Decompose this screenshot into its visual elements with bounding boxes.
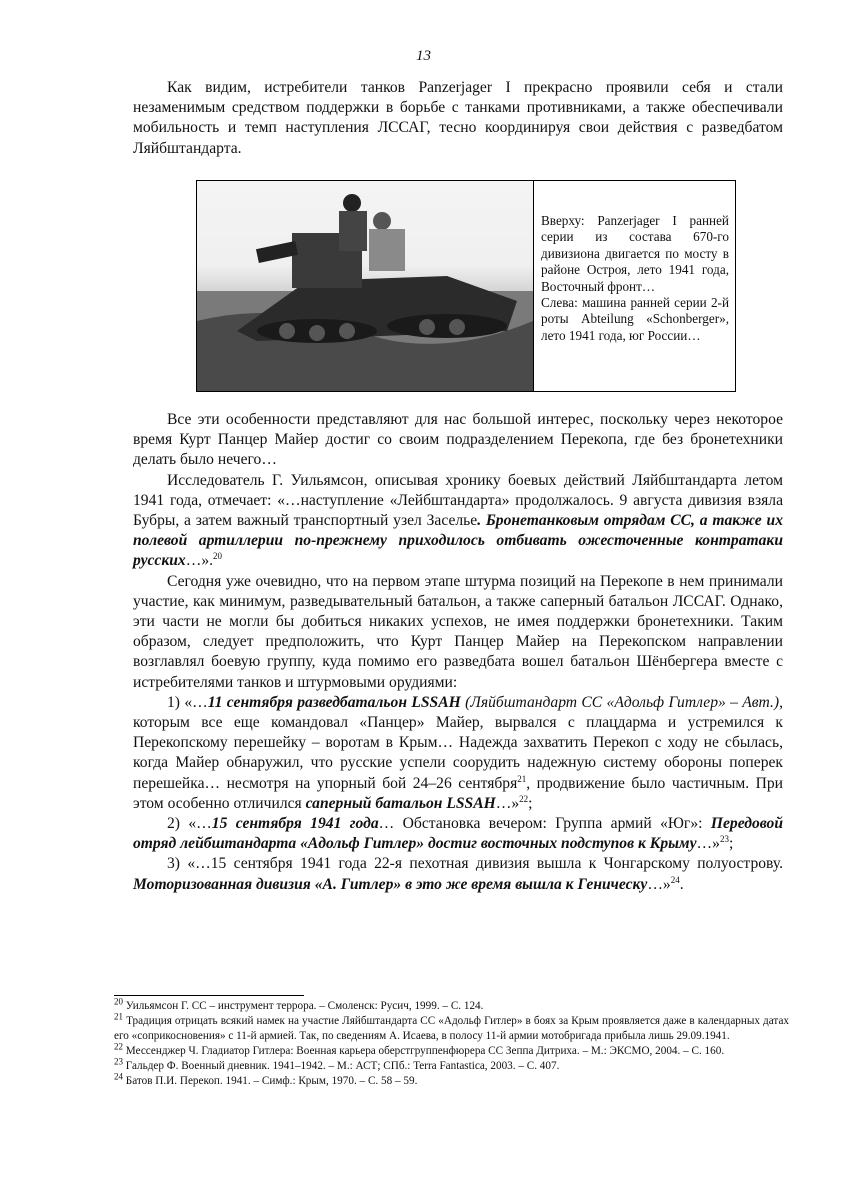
quote-2-emphasis: Передовой отряд лейбштандарта «Адольф Гитлер» достиг восточных подступов к Крыму — [133, 815, 783, 853]
quote-3-paragraph — [133, 854, 783, 894]
footnote-20 — [114, 996, 789, 1013]
quote-1-emphasis-2: саперный батальон LSSAH — [305, 794, 496, 812]
footnote-divider — [114, 995, 304, 996]
quote-3-emphasis: Моторизованная дивизия «А. Гитлер» в это же время вышла к Геническу — [133, 875, 648, 893]
quote-1-close: …» — [495, 794, 520, 812]
footnote-number: 24 — [114, 1071, 123, 1082]
figure-box — [196, 180, 736, 392]
quote-1-aside: (Ляйбштандарт СС «Адольф Гитлер» – Авт.) — [460, 693, 780, 711]
footnote-23 — [114, 1056, 789, 1073]
page-number: 13 — [416, 48, 431, 64]
quote-2-date: 15 сентября 1941 года — [211, 815, 379, 833]
quote-1-open: 1) «… — [167, 693, 208, 711]
main-text-block — [133, 410, 783, 895]
williamson-text: Исследователь Г. Уильямсон, описывая хронику боевых действий Ляйбштандарта летом 1941 года, отмечает: «…наступление «Лейбштандарта» продолжалось. 9 августа дивизия взяла Бубры, а затем важный транспортный узел Заселье — [133, 471, 783, 530]
quote-1-emphasis: 11 сентября разведбатальон LSSAH — [207, 693, 461, 711]
quote-1-end: ; — [528, 794, 533, 812]
intro-paragraph: Как видим, истребители танков Panzerjager I прекрасно проявили себя и стали незаменимым средством поддержки в борьбе с танками противниками, а также обеспечивали мобильность и темп наступления ЛССАГ, тесно координируя свои действия с разведбатом Ляйбштандарта. — [133, 79, 783, 157]
intro-paragraph-block — [133, 78, 783, 159]
footnote-text: Гальдер Ф. Военный дневник. 1941–1942. – М.: АСТ; СПб.: Terra Fantastica, 2003. – С. 407. — [125, 1060, 560, 1073]
footnotes-section — [114, 996, 790, 1090]
williamson-end: …». — [185, 552, 214, 570]
quote-3-close: …» — [647, 875, 671, 893]
interest-paragraph: Все эти особенности представляют для нас большой интерес, поскольку через некоторое время Курт Панцер Майер достиг со своим подразделением Перекопа, где без бронетехники делать было нечего… — [133, 411, 783, 469]
quote-1-text: , которым все еще командовал «Панцер» Майер, вырвался с плацдарма и устремился к Перекопскому перешейку – воротам в Крым… Надежда захватить Перекоп с ходу не сбылась, когда Майер обнаружил, что русские успели соорудить надежную систему обороны поперек перешейка… несмотря на упорный бой 24–26 сентября — [133, 693, 784, 792]
caption-top: Вверху: Panzerjager I ранней серии из состава 670-го дивизиона двигается по мосту в районе Остроя, лето 1941 года, Восточный фронт… — [541, 213, 729, 294]
footnote-number: 23 — [114, 1056, 123, 1067]
footnote-ref-21[interactable]: 21 — [517, 773, 527, 784]
williamson-emphasis: . Бронетанковым отрядам СС, а также их полевой артиллерии по-прежнему приходилось отбивать ожесточенные контратаки русских — [133, 512, 783, 570]
footnote-number: 22 — [114, 1041, 123, 1052]
quote-2-open: 2) «… — [167, 815, 212, 833]
quote-2-text: … Обстановка вечером: Группа армий «Юг»: — [378, 815, 711, 833]
footnote-text: Уильямсон Г. СС – инструмент террора. – Смоленск: Русич, 1999. – С. 124. — [125, 1000, 484, 1012]
footnote-ref-23[interactable]: 23 — [719, 834, 729, 845]
footnote-ref-24[interactable]: 24 — [670, 874, 680, 885]
footnote-text: Мессенджер Ч. Гладиатор Гитлера: Военная карьера оберстгруппенфюрера СС Зеппа Дитриха. – М.: ЭКСМО, 2004. – С. 160. — [125, 1044, 725, 1057]
figure-caption — [534, 181, 735, 391]
footnote-text: Традиция отрицать всякий намек на участие Ляйбштандарта СС «Адольф Гитлер» в боях за Крым проявляется даже в календарных датах его «соприкосновения» с 11-й армией. Так, по сведениям А. Исаева, в полосу 11-й армии мотобригада прибыла лишь 29.09.1941. — [114, 1015, 790, 1042]
footnote-21 — [114, 1011, 790, 1043]
footnote-number: 21 — [114, 1011, 123, 1022]
footnote-ref-20[interactable]: 20 — [213, 551, 223, 562]
quote-2-close: …» — [696, 835, 720, 853]
today-paragraph: Сегодня уже очевидно, что на первом этапе штурма позиций на Перекопе в нем принимали участие, как минимум, разведывательный батальон, а также саперный батальон ЛССАГ. Однако, эти части не могли бы добиться никаких успехов, не имея поддержки бронетехники. Таким образом, следует предположить, что Курт Панцер Майер на Перекопском направлении возглавлял боевую группу, куда помимо его разведбата вошел батальон Шёнбергера вместе с истребителями танков и штурмовыми орудиями: — [133, 572, 783, 691]
footnote-text: Батов П.И. Перекоп. 1941. – Симф.: Крым, 1970. – С. 58 – 59. — [125, 1075, 418, 1088]
footnote-ref-22[interactable]: 22 — [519, 793, 529, 804]
footnote-number: 20 — [114, 996, 123, 1007]
photo-illustration — [197, 181, 533, 391]
williamson-paragraph — [133, 471, 783, 572]
tank-destroyer-photo — [197, 181, 534, 391]
quote-2-end: ; — [728, 835, 734, 853]
quote-3-text: 3) «…15 сентября 1941 года 22-я пехотная дивизия вышла к Чонгарскому полуострову. — [167, 855, 783, 873]
quote-2-paragraph — [133, 814, 783, 854]
quote-1-paragraph — [133, 693, 783, 814]
caption-left: Слева: машина ранней серии 2-й роты Abteilung «Schonberger», лето 1941 года, юг России… — [541, 295, 729, 343]
quote-3-end: . — [679, 875, 684, 893]
footnote-24 — [114, 1071, 789, 1088]
quote-1-text-2: , продвижение было частичным. При этом особенно отличился — [133, 774, 783, 812]
footnote-22 — [114, 1041, 789, 1058]
